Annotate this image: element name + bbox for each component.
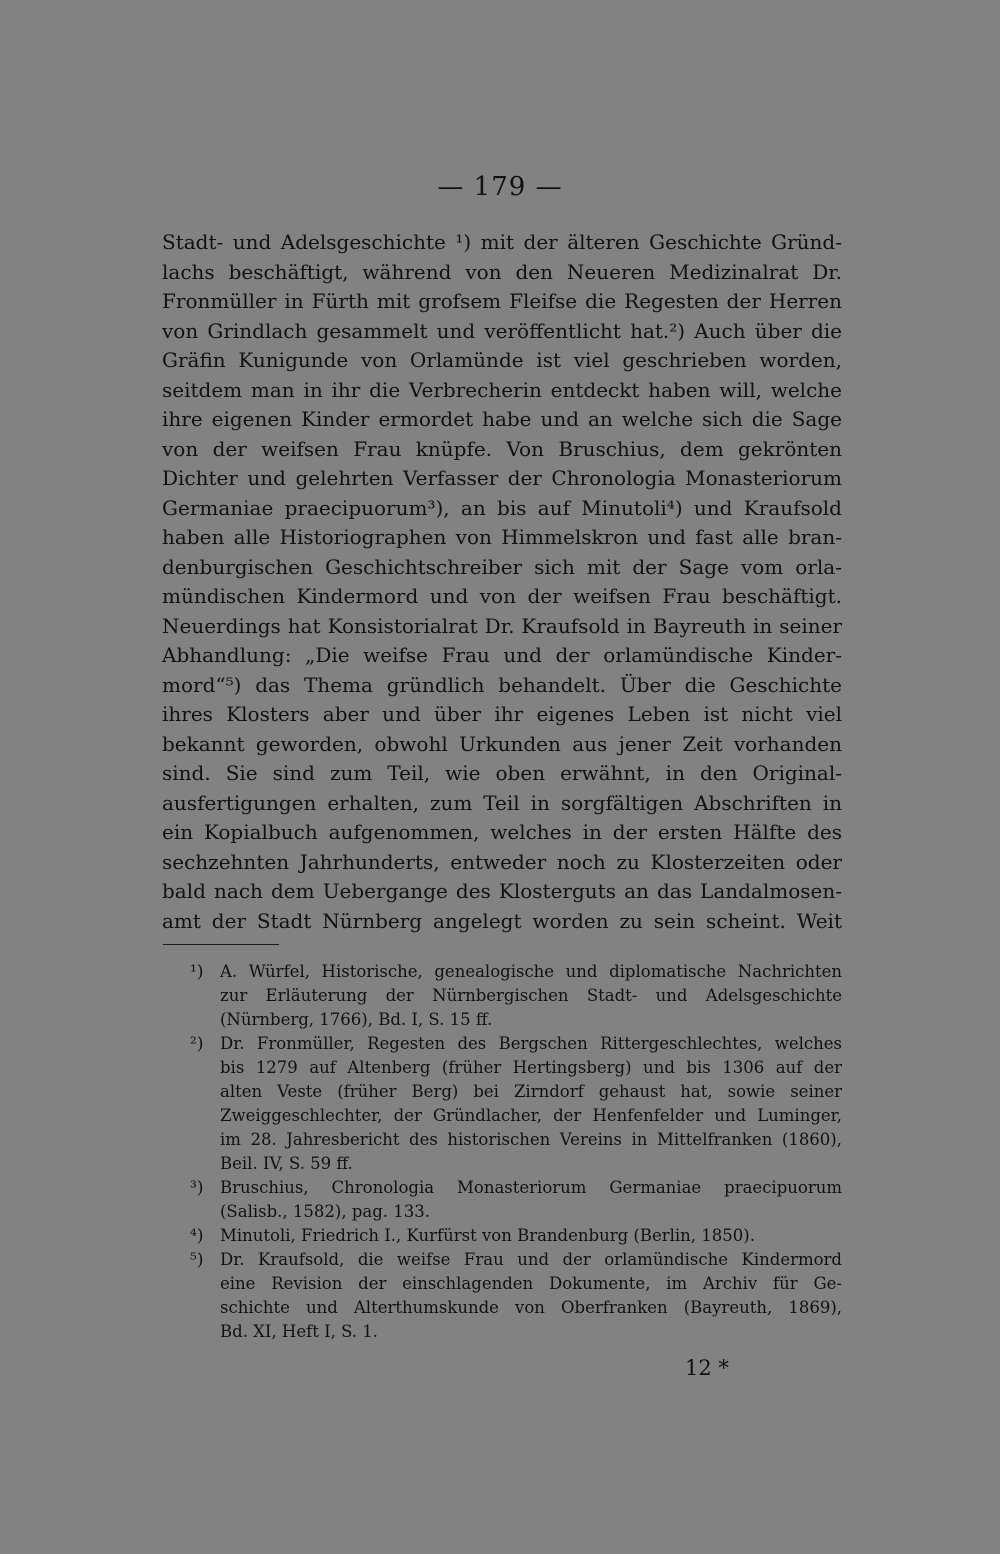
footnote-line: schichte und Alterthumskunde von Oberfranken (Bayreuth, 1869), bbox=[220, 1298, 842, 1317]
text-line: Fronmüller in Fürth mit grofsem Fleifse die Regesten der Herren bbox=[162, 289, 842, 313]
text-line: amt der Stadt Nürnberg angelegt worden zu sein scheint. Weit bbox=[162, 908, 842, 933]
footnote-mark: ³) bbox=[190, 1178, 204, 1198]
footnotes bbox=[190, 960, 842, 1344]
text-line: von der weifsen Frau knüpfe. Von Bruschius, dem gekrönten bbox=[162, 436, 842, 461]
footnote-line: Bd. XI, Heft I, S. 1. bbox=[220, 1322, 379, 1341]
text-line: Dichter und gelehrten Verfasser der Chronologia Monasteriorum bbox=[162, 466, 842, 490]
footnote-line: Bruschius, Chronologia Monasteriorum Germaniae praecipuorum bbox=[220, 1178, 842, 1197]
footnote-3 bbox=[190, 1176, 842, 1224]
footnote-4 bbox=[190, 1224, 842, 1248]
footnote-line: (Salisb., 1582), pag. 133. bbox=[220, 1202, 431, 1221]
footnote-line: zur Erläuterung der Nürnbergischen Stadt- und Adelsgeschichte bbox=[220, 986, 842, 1005]
text-line: Stadt- und Adelsgeschichte ¹) mit der älteren Geschichte Gründ- bbox=[162, 230, 842, 254]
text-line: ein Kopialbuch aufgenommen, welches in der ersten Hälfte des bbox=[162, 820, 842, 844]
text-line: Germaniae praecipuorum³), an bis auf Minutoli⁴) und Kraufsold bbox=[162, 495, 842, 520]
footnote-line: im 28. Jahresbericht des historischen Vereins in Mittelfranken (1860), bbox=[220, 1130, 842, 1149]
text-line: von Grindlach gesammelt und veröffentlicht hat.²) Auch über die bbox=[162, 318, 842, 343]
footnote-mark: ⁵) bbox=[190, 1250, 204, 1270]
text-line: sind. Sie sind zum Teil, wie oben erwähnt, in den Original- bbox=[162, 761, 842, 785]
page-number: — 179 — bbox=[437, 172, 563, 202]
footnote-mark: ⁴) bbox=[190, 1226, 204, 1246]
footnote-line: Zweiggeschlechter, der Gründlacher, der Henfenfelder und Luminger, bbox=[220, 1106, 842, 1125]
text-line: haben alle Historiographen von Himmelskron und fast alle bran- bbox=[162, 525, 842, 549]
footnote-mark: ¹) bbox=[190, 962, 204, 982]
footnote-line: eine Revision der einschlagenden Dokumente, im Archiv für Ge- bbox=[220, 1274, 842, 1293]
footnote-line: A. Würfel, Historische, genealogische und diplomatische Nachrichten bbox=[220, 962, 842, 981]
text-line: seitdem man in ihr die Verbrecherin entdeckt haben will, welche bbox=[162, 377, 842, 402]
footnote-line: Dr. Fronmüller, Regesten des Bergschen Rittergeschlechtes, welches bbox=[220, 1034, 842, 1053]
footnote-2 bbox=[190, 1032, 842, 1176]
footnote-line: alten Veste (früher Berg) bei Zirndorf gehaust hat, sowie seiner bbox=[220, 1082, 842, 1101]
text-line: ihre eigenen Kinder ermordet habe und an welche sich die Sage bbox=[162, 407, 842, 431]
text-line: denburgischen Geschichtschreiber sich mit der Sage vom orla- bbox=[162, 554, 842, 579]
text-line: Gräfin Kunigunde von Orlamünde ist viel geschrieben worden, bbox=[162, 348, 842, 372]
footnote-line: Beil. IV, S. 59 ff. bbox=[220, 1154, 353, 1173]
footnote-line: (Nürnberg, 1766), Bd. I, S. 15 ff. bbox=[220, 1010, 493, 1029]
footnote-mark: ²) bbox=[190, 1034, 204, 1054]
text-line: bekannt geworden, obwohl Urkunden aus jener Zeit vorhanden bbox=[162, 731, 842, 756]
text-line: bald nach dem Uebergange des Klosterguts an das Landalmosen- bbox=[162, 879, 842, 903]
text-line: lachs beschäftigt, während von den Neueren Medizinalrat Dr. bbox=[162, 259, 842, 284]
footnote-divider bbox=[163, 944, 279, 945]
text-line: ausfertigungen erhalten, zum Teil in sorgfältigen Abschriften in bbox=[162, 790, 842, 815]
text-line: Abhandlung: „Die weifse Frau und der orlamündische Kinder- bbox=[162, 643, 842, 667]
main-text bbox=[162, 228, 842, 936]
text-line: ihres Klosters aber und über ihr eigenes Leben ist nicht viel bbox=[162, 702, 842, 726]
text-line: sechzehnten Jahrhunderts, entweder noch zu Klosterzeiten oder bbox=[162, 849, 842, 874]
text-line: mord“⁵) das Thema gründlich behandelt. Über die Geschichte bbox=[162, 672, 842, 697]
text-line: Neuerdings hat Konsistorialrat Dr. Kraufsold in Bayreuth in seiner bbox=[162, 613, 842, 638]
footnote-line: bis 1279 auf Altenberg (früher Hertingsberg) und bis 1306 auf der bbox=[220, 1058, 842, 1077]
footnote-5 bbox=[190, 1248, 842, 1344]
footnote-line: Dr. Kraufsold, die weifse Frau und der orlamündische Kindermord bbox=[220, 1250, 842, 1269]
signature-mark: 12 * bbox=[685, 1356, 729, 1380]
footnote-line: Minutoli, Friedrich I., Kurfürst von Brandenburg (Berlin, 1850). bbox=[220, 1226, 755, 1245]
footnote-1 bbox=[190, 960, 842, 1032]
text-line: mündischen Kindermord und von der weifsen Frau beschäftigt. bbox=[162, 584, 842, 608]
